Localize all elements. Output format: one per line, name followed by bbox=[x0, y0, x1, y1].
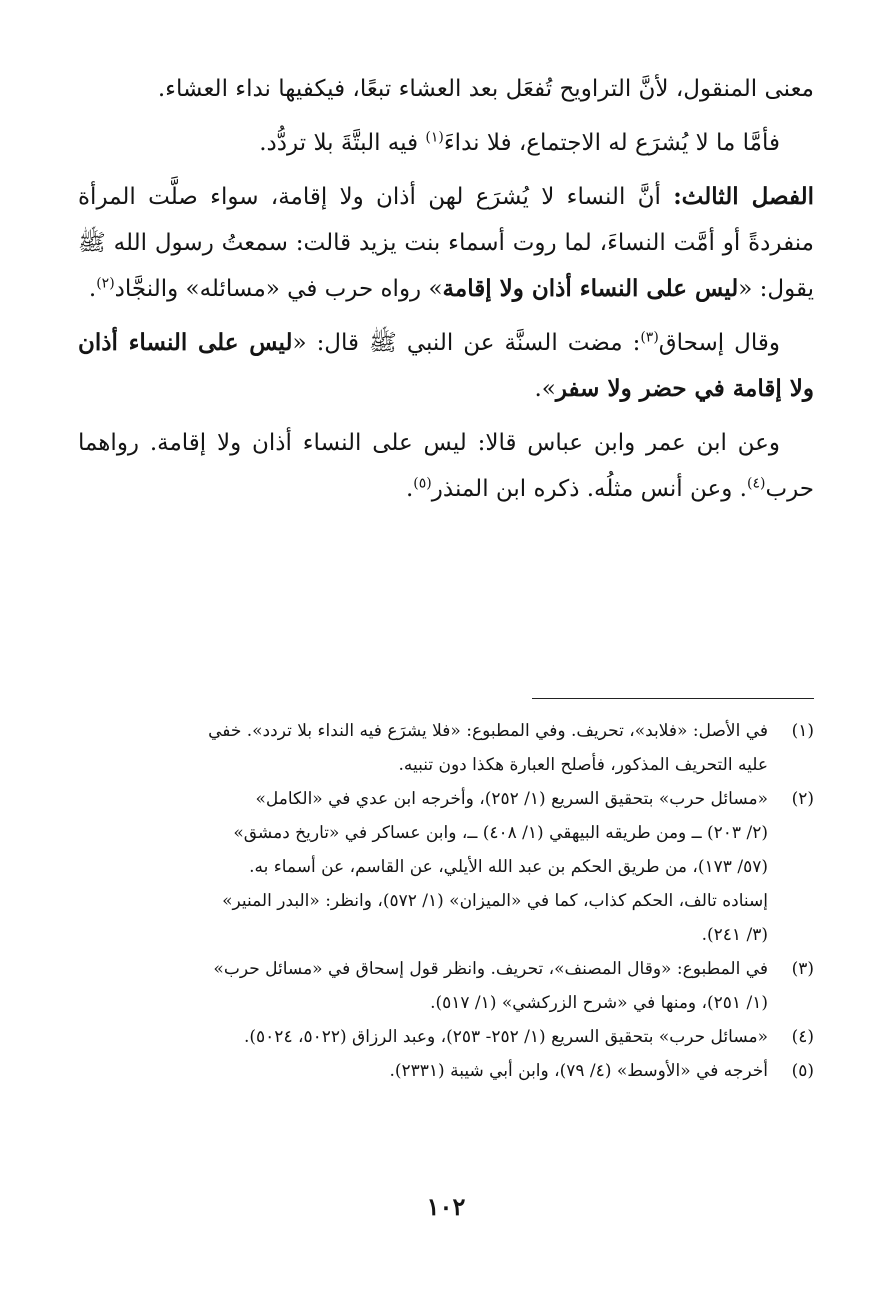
footnote-ref-3[interactable]: (٣) bbox=[640, 329, 659, 346]
paragraph-3-text-a: أنَّ النساء لا يُشرَع لهن أذان ولا إقامة، سواء صلَّت المرأة منفردةً أو أمَّت النساءَ، لما روت أسماء بنت يزيد قالت: سمعتُ رسول الله ﷺ يقول: « bbox=[78, 184, 814, 302]
footnote-line: (٥٧/ ١٧٣)، من طريق الحكم بن عبد الله الأيلي، عن القاسم، عن أسماء به. bbox=[249, 857, 768, 877]
page-number: ١٠٢ bbox=[426, 1192, 466, 1221]
footnote-line: في الأصل: «فلابد»، تحريف. وفي المطبوع: «فلا يشرَع فيه النداء بلا تردد». خفي bbox=[208, 721, 768, 741]
hadith-quote-2: ليس على النساء أذان ولا إقامة في حضر ولا سفر bbox=[78, 329, 814, 402]
paragraph-2 bbox=[78, 120, 814, 166]
footnote-number: (١) bbox=[791, 721, 814, 741]
footnote-ref-5[interactable]: (٥) bbox=[413, 475, 432, 492]
footnote-4 bbox=[78, 1020, 814, 1054]
chapter-heading: الفصل الثالث: bbox=[673, 183, 814, 210]
footnote-number: (٤) bbox=[791, 1027, 814, 1047]
footnote-separator bbox=[532, 698, 814, 699]
paragraph-5-text-b: . وعن أنس مثلُه. ذكره ابن المنذر bbox=[431, 476, 747, 502]
footnotes bbox=[78, 714, 814, 1088]
footnote-line: إسناده تالف، الحكم كذاب، كما في «الميزان» (١/ ٥٧٢)، وانظر: «البدر المنير» bbox=[222, 891, 768, 911]
paragraph-3-text-c: . bbox=[88, 276, 97, 302]
footnote-line: أخرجه في «الأوسط» (٤/ ٧٩)، وابن أبي شيبة (٢٣٣١). bbox=[389, 1061, 768, 1081]
main-text bbox=[78, 66, 814, 512]
footnote-number: (٥) bbox=[791, 1061, 814, 1081]
footnote-3 bbox=[78, 952, 814, 1020]
paragraph-2-text-a: فأمَّا ما لا يُشرَع له الاجتماع، فلا نداءَ bbox=[443, 130, 780, 156]
paragraph-3-text-b: » رواه حرب في «مسائله» والنجَّاد bbox=[114, 276, 443, 302]
footnote-line: (٢/ ٢٠٣) ــ ومن طريقه البيهقي (١/ ٤٠٨) ــ، وابن عساكر في «تاريخ دمشق» bbox=[233, 823, 768, 843]
paragraph-4 bbox=[78, 320, 814, 412]
footnote-ref-1[interactable]: (١) bbox=[425, 129, 444, 146]
footnote-line: (١/ ٢٥١)، ومنها في «شرح الزركشي» (١/ ٥١٧). bbox=[430, 993, 768, 1013]
footnote-number: (٣) bbox=[791, 959, 814, 979]
paragraph-5 bbox=[78, 420, 814, 512]
paragraph-5-text-a: وعن ابن عمر وابن عباس قالا: ليس على النساء أذان ولا إقامة. رواهما حرب bbox=[78, 430, 814, 502]
footnote-line: (٣/ ٢٤١). bbox=[701, 925, 768, 945]
paragraph-1: معنى المنقول، لأنَّ التراويح تُفعَل بعد العشاء تبعًا، فيكفيها نداء العشاء. bbox=[157, 76, 814, 102]
footnote-ref-2[interactable]: (٢) bbox=[96, 275, 115, 292]
footnote-text bbox=[78, 1020, 768, 1054]
footnote-text bbox=[78, 1054, 768, 1088]
footnote-line: في المطبوع: «وقال المصنف»، تحريف. وانظر قول إسحاق في «مسائل حرب» bbox=[213, 959, 768, 979]
paragraph-4-text-a: وقال إسحاق bbox=[658, 330, 780, 356]
footnote-line: «مسائل حرب» بتحقيق السريع (١/ ٢٥٢- ٢٥٣)، وعبد الرزاق (٥٠٢٢، ٥٠٢٤). bbox=[244, 1027, 768, 1047]
paragraph-5-text-c: . bbox=[405, 476, 414, 502]
footnote-text bbox=[78, 952, 768, 1020]
paragraph-2-text-b: فيه البتَّةَ بلا تردُّد. bbox=[259, 130, 426, 156]
footnote-line: عليه التحريف المذكور، فأصلح العبارة هكذا دون تنبيه. bbox=[398, 755, 768, 775]
hadith-quote-1: ليس على النساء أذان ولا إقامة bbox=[442, 275, 739, 302]
footnote-2 bbox=[78, 782, 814, 952]
footnote-ref-4[interactable]: (٤) bbox=[746, 475, 766, 492]
footnote-number: (٢) bbox=[791, 789, 814, 809]
footnote-text bbox=[78, 714, 768, 782]
paragraph-4-text-c: ». bbox=[534, 376, 556, 402]
paragraph-4-text-b: : مضت السنَّة عن النبي ﷺ قال: « bbox=[292, 330, 641, 356]
footnote-5 bbox=[78, 1054, 814, 1088]
footnote-1 bbox=[78, 714, 814, 782]
paragraph-3 bbox=[78, 174, 814, 312]
footnote-line: «مسائل حرب» بتحقيق السريع (١/ ٢٥٢)، وأخرجه ابن عدي في «الكامل» bbox=[255, 789, 768, 809]
footnote-text bbox=[78, 782, 768, 952]
